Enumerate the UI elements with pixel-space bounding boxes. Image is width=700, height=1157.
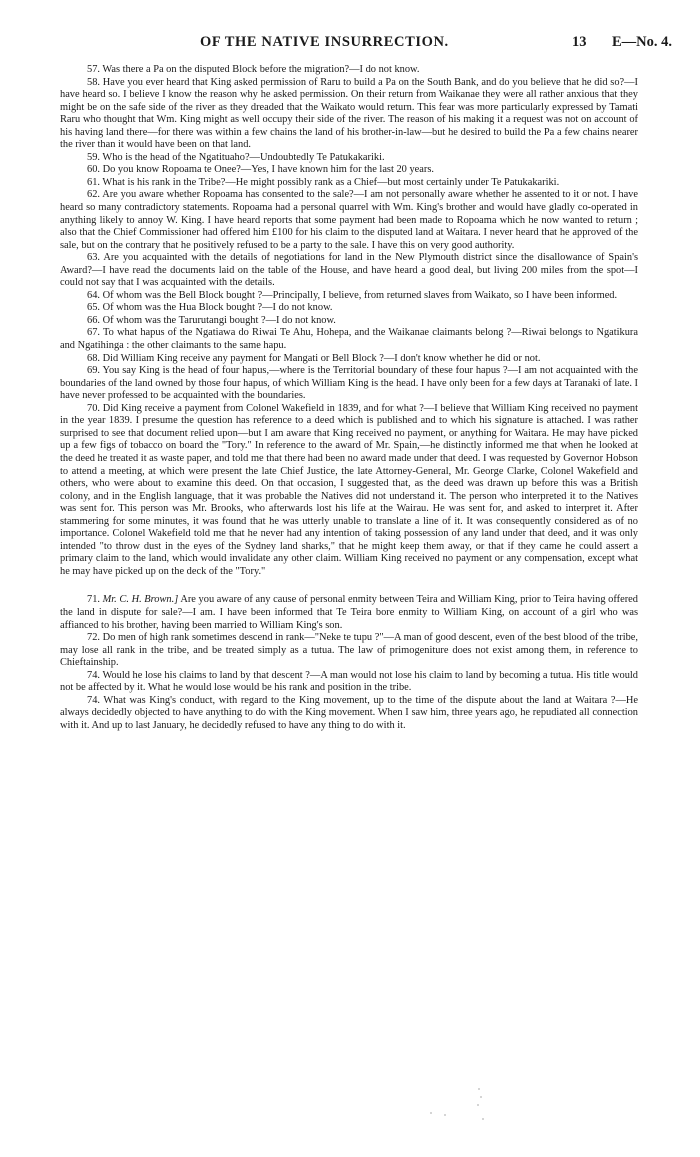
paragraph-61: 61. What is his rank in the Tribe?—He might possibly rank as a Chief—but most certainly under Te Patukakariki. bbox=[87, 176, 560, 188]
page-title: OF THE NATIVE INSURRECTION. bbox=[200, 34, 449, 50]
paragraph-71 bbox=[60, 594, 638, 632]
paragraph-65: 65. Of whom was the Hua Block bought ?—I do not know. bbox=[87, 302, 333, 314]
document-body bbox=[60, 64, 638, 732]
paragraph-64: 64. Of whom was the Bell Block bought ?—Principally, I believe, from returned slaves from Waikato, so I have been informed. bbox=[87, 289, 618, 301]
scan-specks bbox=[430, 1088, 490, 1128]
paragraph-74b: 74. What was King's conduct, with regard to the King movement, up to the time of the dispute about the land at Waitara ?—He always decidedly objected to have anything to do with the King movement. When I saw him, three years ago, he repudiated all connection with it. And up to last January, he decidedly refused to have any thing to do with it. bbox=[60, 694, 638, 731]
page-number: 13 bbox=[572, 34, 587, 50]
paragraph-58: 58. Have you ever heard that King asked permission of Raru to build a Pa on the South Bank, and do you believe that he did so?—I have heard so. I believe I know the reason why he asked permission. On their return from Waikanae they were all rather anxious that they might be on the safe side of the river as they dreaded that the Waikato would return. This fear was more particularly expressed by Tamati Raru who thought that Wm. King might as well occupy their side of the river. The reason of his making it a request was not on account of his having land there—for there was within a few chains the land of his brother-in-law—but he desired to build the Pa a few chains nearer the river than it would have been on that land. bbox=[60, 76, 638, 151]
paragraph-68: 68. Did William King receive any payment for Mangati or Bell Block ?—I don't know whether he did or not. bbox=[87, 352, 541, 364]
paragraph-63: 63. Are you acquainted with the details of negotiations for land in the New Plymouth district since the disallowance of Spain's Award?—I have read the documents laid on the table of the House, and have heard a good deal, but living 200 miles from the spot—I could not say that I was acquainted with the details. bbox=[60, 252, 638, 289]
paragraph-71-text: Are you aware of any cause of personal enmity between Teira and William King, prior to Teira having offered the land in dispute for sale?—I am. I have been informed that Te Teira bore enmity to William King, on account of a girl who was affianced to his brother, having been married to William King's son. bbox=[60, 594, 638, 631]
paragraph-67: 67. To what hapus of the Ngatiawa do Riwai Te Ahu, Hohepa, and the Waikanae claimants belong ?—Riwai belongs to Ngatikura and Ngatihinga : the other claimants to the same hapu. bbox=[60, 327, 638, 352]
question-number: 71. bbox=[87, 594, 103, 606]
document-reference: E—No. 4. bbox=[612, 34, 673, 50]
paragraph-59: 59. Who is the head of the Ngatituaho?—Undoubtedly Te Patukakariki. bbox=[87, 151, 385, 163]
paragraph-57: 57. Was there a Pa on the disputed Block before the migration?—I do not know. bbox=[87, 64, 420, 75]
paragraph-74a: 74. Would he lose his claims to land by that descent ?—A man would not lose his claim to land by becoming a tutua. His title would not be affected by it. What he would lose would be his rank and position in the tribe. bbox=[60, 669, 638, 694]
paragraph-60: 60. Do you know Ropoama te Onee?—Yes, I have known him for the last 20 years. bbox=[87, 164, 434, 176]
paragraph-72: 72. Do men of high rank sometimes descend in rank—"Neke te tupu ?"—A man of good descent, even of the best blood of the tribe, may lose all rank in the tribe, and be treated simply as a tutua. The law of primogeniture does not exist among them, in reference to Chieftainship. bbox=[60, 632, 638, 669]
page-header bbox=[0, 34, 700, 54]
speaker-name: Mr. C. H. Brown.] bbox=[102, 594, 179, 606]
paragraph-69: 69. You say King is the head of four hapus,—where is the Territorial boundary of these four hapus ?—I am not acquainted with the boundaries of the land owned by those four hapus, of which William King is the head. I have only been for a few days at Taranaki of late. I have never professed to be acquainted with the boundaries. bbox=[60, 365, 638, 402]
paragraph-70: 70. Did King receive a payment from Colonel Wakefield in 1839, and for what ?—I believe that William King received no payment in the year 1839. I presume the question has reference to a deed which is published and to which his signature is attached. I was rather surprised to see that document relied upon—but I am aware that King received no payment, or anything for Waitara. He may have picked up a few figs of tobacco on board the "Tory." In reference to the award of Mr. Spain,—he distinctly informed me that when he looked at the deed he treated it as waste paper, and told me that there had been no award made under that deed. I was requested by Governor Hobson to attend a meeting, at which were present the late Chief Justice, the late Attorney-General, Mr. George Clarke, Colonel Wakefield and others, who were about to examine this deed. On that occasion, I suggested that, as the deed was drawn up before this was a British colony, and in the English language, that it was probable the Natives did not understand it. The person who interpreted it to the Natives was sent for. This person was Mr. Brooks, who afterwards lost his life at the Wairau. He was sent for, and asked to interpret it. After stammering for some minutes, it was found that he was utterly unable to translate a line of it. It was consequently considered as of no importance. Colonel Wakefield told me that he never had any intention of taking possession of any land under that deed, and it was only intended "to throw dust in the eyes of the Sydney land sharks," that he might keep them away, or that if they came he could assert a primary claim to the land, which would invalidate any other claim. William King received no payment or any compensation, except what he may have picked up on the deck of the "Tory." bbox=[60, 402, 638, 577]
paragraph-66: 66. Of whom was the Tarurutangi bought ?—I do not know. bbox=[87, 314, 336, 326]
paragraph-62: 62. Are you aware whether Ropoama has consented to the sale?—I am not personally aware whether he assented to it or not. I have heard so many contradictory statements. Ropoama had a personal quarrel with Wm. King's brother and would have gladly co-operated in anything likely to annoy W. King. I have heard reports that some payment had been made to Ropoama which he now wanted to return ; also that the Chief Commissioner had offered him £100 for his claim to the disputed land at Waitara. I never heard that he approved of the sale, but on the contrary that he positively refused to be a party to the sale. I have this on very good authority. bbox=[60, 189, 638, 251]
